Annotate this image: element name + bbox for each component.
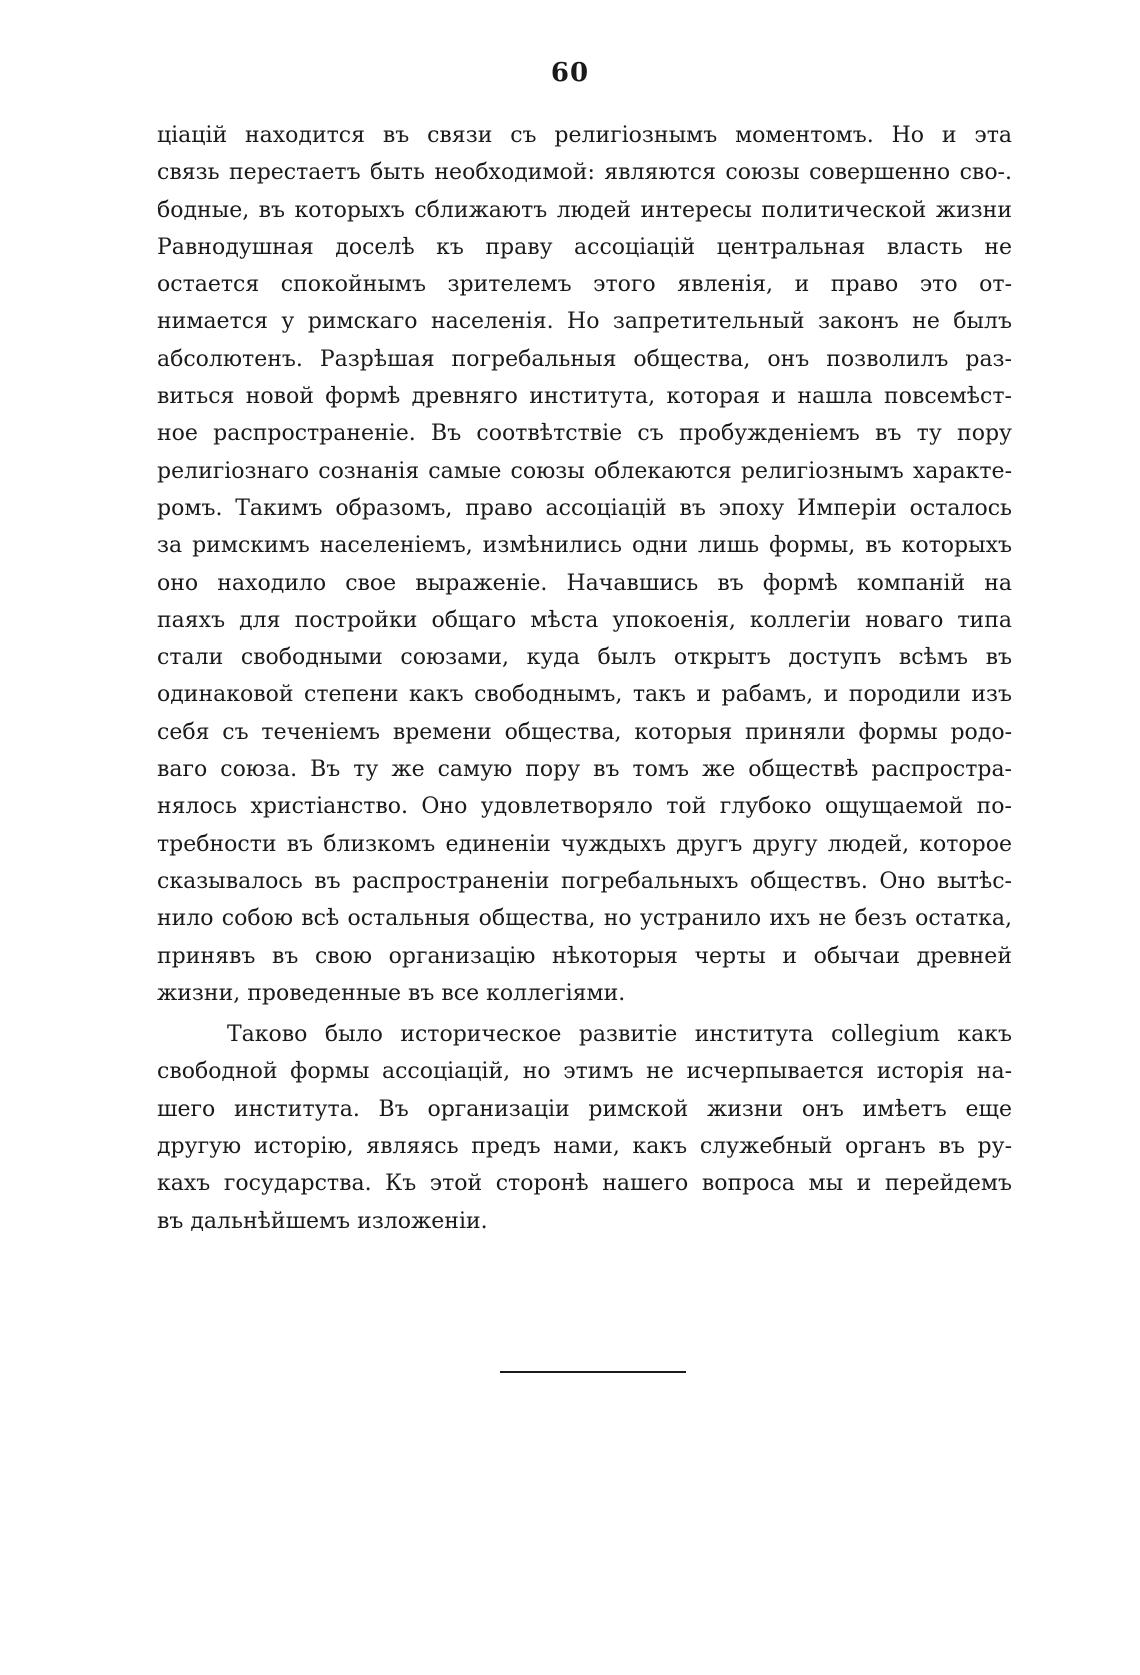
text-line: сказывалось въ распространеніи погребальныхъ обществъ. Оно вытѣс- [157, 868, 1012, 894]
text-line: виться новой формѣ древняго института, которая и нашла повсемѣст- [157, 384, 1012, 410]
text-line: за римскимъ населеніемъ, измѣнились одни лишь формы, въ которыхъ [157, 533, 1012, 559]
text-line: остается спокойнымъ зрителемъ этого явленія, и право это от- [157, 272, 1012, 298]
text-line: въ дальнѣйшемъ изложеніи. [157, 1208, 488, 1234]
section-end-rule [500, 1371, 686, 1373]
body-text [157, 117, 1012, 1240]
text-line: одинаковой степени какъ свободнымъ, такъ и рабамъ, и породили изъ [157, 682, 1012, 708]
text-line: Таково было историческое развитіе института collegium какъ [227, 1022, 1012, 1048]
text-line: требности въ близкомъ единеніи чуждыхъ другъ другу людей, которое [157, 831, 1012, 857]
text-line: свободной формы ассоціацій, но этимъ не исчерпывается исторія на- [157, 1059, 1012, 1085]
text-line: нило собою всѣ остальныя общества, но устранило ихъ не безъ остатка, [157, 906, 1012, 932]
text-line: ное распространеніе. Въ соотвѣтствіе съ пробужденіемъ въ ту пору [157, 421, 1012, 447]
paragraph-2 [157, 1016, 1012, 1240]
text-line: религіознаго сознанія самые союзы облекаются религіознымъ характе- [157, 458, 1012, 484]
text-line: жизни, проведенные въ все коллегіями. [157, 980, 626, 1006]
text-line: себя съ теченіемъ времени общества, которыя приняли формы родо- [157, 719, 1012, 745]
text-line: бодные, въ которыхъ сближаютъ людей интересы политической жизни [157, 197, 1012, 223]
text-line: кахъ государства. Къ этой сторонѣ нашего вопроса мы и перейдемъ [157, 1171, 1012, 1197]
text-line: ваго союза. Въ ту же самую пору въ томъ же обществѣ распростра- [157, 757, 1012, 783]
text-line: стали свободными союзами, куда былъ открытъ доступъ всѣмъ въ [157, 645, 1012, 671]
text-line: ромъ. Такимъ образомъ, право ассоціацій въ эпоху Имперіи осталось [157, 495, 1012, 521]
text-line: шего института. Въ организаціи римской жизни онъ имѣетъ еще [157, 1096, 1012, 1122]
page-number: 60 [550, 58, 590, 88]
text-line: нимается у римскаго населенія. Но запретительный законъ не былъ [157, 309, 1012, 335]
text-line: Равнодушная доселѣ къ праву ассоціацій центральная власть не [157, 234, 1012, 260]
text-line: оно находило свое выраженіе. Начавшись въ формѣ компаній на [157, 570, 1012, 596]
text-line: другую исторію, являясь предъ нами, какъ служебный органъ въ ру- [157, 1134, 1012, 1160]
text-line: нялось христіанство. Оно удовлетворяло той глубоко ощущаемой по- [157, 794, 1012, 820]
paragraph-1 [157, 117, 1012, 1012]
text-line: связь перестаетъ быть необходимой: являются союзы совершенно сво-. [157, 160, 1012, 186]
text-line: абсолютенъ. Разрѣшая погребальныя общества, онъ позволилъ раз- [157, 346, 1012, 372]
text-line: ціацій находится въ связи съ религіознымъ моментомъ. Но и эта [157, 123, 1012, 148]
text-line: принявъ въ свою организацію нѣкоторыя черты и обычаи древней [157, 943, 1012, 969]
text-line: паяхъ для постройки общаго мѣста упокоенія, коллегіи новаго типа [157, 607, 1012, 633]
